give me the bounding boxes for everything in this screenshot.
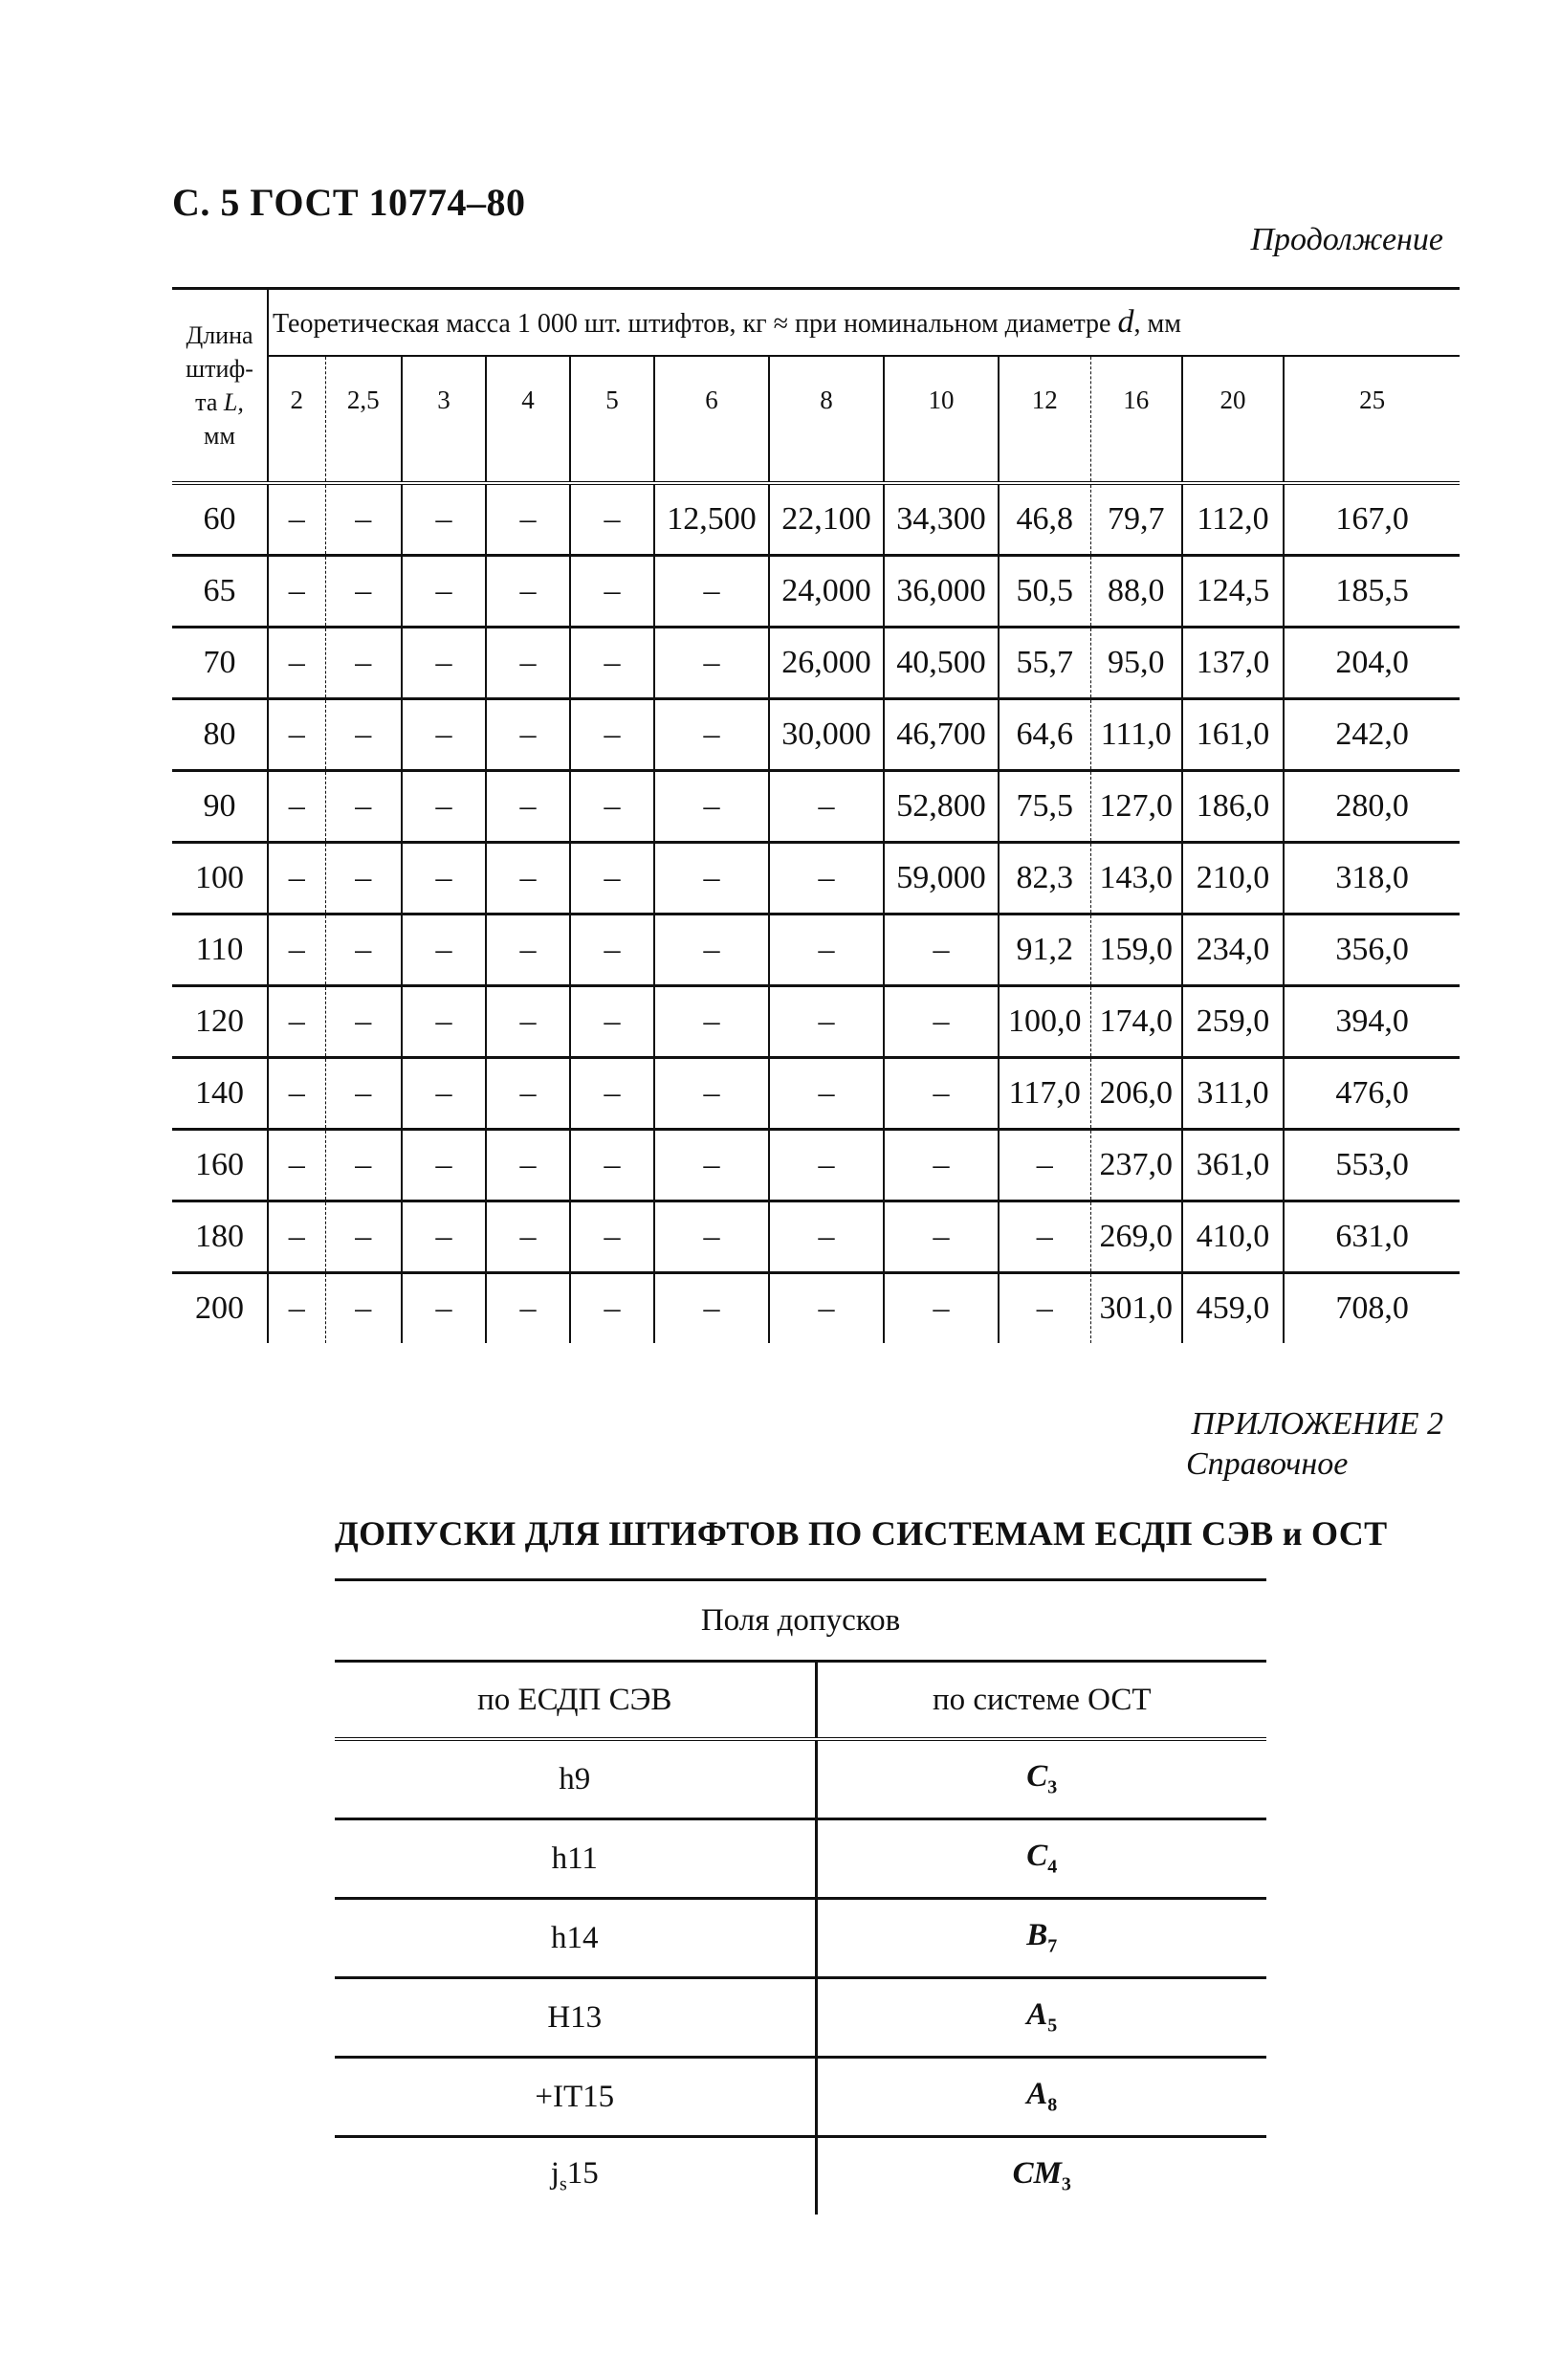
ost-code-sub: 4 — [1047, 1856, 1058, 1878]
mass-cell: 186,0 — [1182, 771, 1284, 843]
diameter-header-cell: 5 — [570, 356, 654, 483]
mass-cell: 50,5 — [999, 556, 1090, 628]
mass-cell: – — [884, 986, 999, 1058]
mass-cell: – — [769, 1058, 884, 1130]
table-row — [335, 2058, 1266, 2137]
mass-cell: 476,0 — [1284, 1058, 1460, 1130]
ost-code-sub: 5 — [1047, 2015, 1058, 2037]
mass-group-header-unit: , мм — [1133, 309, 1181, 339]
ost-code-sub: 7 — [1047, 1935, 1058, 1957]
mass-cell: – — [325, 1130, 402, 1201]
mass-cell: – — [325, 1058, 402, 1130]
mass-cell: 242,0 — [1284, 699, 1460, 771]
mass-cell: 269,0 — [1090, 1201, 1182, 1273]
mass-cell: – — [486, 986, 570, 1058]
mass-cell: – — [654, 699, 769, 771]
mass-cell: – — [486, 771, 570, 843]
mass-cell: – — [570, 628, 654, 699]
mass-cell: – — [486, 556, 570, 628]
mass-cell: – — [654, 628, 769, 699]
table-row — [172, 771, 1460, 843]
mass-group-header-text: Теоретическая масса 1 000 шт. штифтов, кг ≈ при номинальном диаметре — [273, 309, 1111, 339]
esdp-code-sub: s — [559, 2173, 567, 2195]
mass-cell: – — [654, 1130, 769, 1201]
mass-cell: 174,0 — [1090, 986, 1182, 1058]
mass-cell: – — [570, 556, 654, 628]
mass-cell: 52,800 — [884, 771, 999, 843]
mass-cell: 708,0 — [1284, 1273, 1460, 1344]
mass-cell: 112,0 — [1182, 483, 1284, 556]
table-row — [335, 1899, 1266, 1978]
mass-cell: – — [486, 1058, 570, 1130]
mass-cell: – — [402, 843, 486, 915]
mass-cell: – — [402, 699, 486, 771]
mass-cell: – — [325, 1201, 402, 1273]
mass-cell: 159,0 — [1090, 915, 1182, 986]
diameter-header-cell: 25 — [1284, 356, 1460, 483]
mass-cell: – — [486, 1201, 570, 1273]
ost-code: B — [1026, 1918, 1048, 1953]
mass-cell: – — [268, 986, 325, 1058]
mass-cell: 64,6 — [999, 699, 1090, 771]
mass-cell: – — [570, 1273, 654, 1344]
mass-cell: – — [884, 1130, 999, 1201]
mass-cell: – — [999, 1130, 1090, 1201]
tolerance-table-body — [335, 1739, 1266, 2215]
mass-cell: – — [884, 1058, 999, 1130]
table-row — [172, 1201, 1460, 1273]
diameter-header-cell: 2 — [268, 356, 325, 483]
mass-cell: 127,0 — [1090, 771, 1182, 843]
continuation-label: Продолжение — [1250, 222, 1443, 257]
esdp-code: H13 — [547, 1999, 603, 2035]
length-cell: 65 — [172, 556, 268, 628]
mass-cell: – — [654, 915, 769, 986]
mass-cell: – — [769, 986, 884, 1058]
length-cell: 140 — [172, 1058, 268, 1130]
mass-cell: 82,3 — [999, 843, 1090, 915]
mass-cell: 59,000 — [884, 843, 999, 915]
diameter-header-cell: 20 — [1182, 356, 1284, 483]
mass-cell: – — [769, 1130, 884, 1201]
table-row — [172, 1058, 1460, 1130]
mass-cell: – — [769, 1273, 884, 1344]
ost-code-sub: 3 — [1047, 1776, 1058, 1798]
mass-cell: 311,0 — [1182, 1058, 1284, 1130]
tolerance-group-header: Поля допусков — [335, 1580, 1266, 1662]
mass-cell: – — [486, 483, 570, 556]
mass-cell: 95,0 — [1090, 628, 1182, 699]
diameter-header-cell: 4 — [486, 356, 570, 483]
mass-cell: – — [769, 843, 884, 915]
mass-cell: 111,0 — [1090, 699, 1182, 771]
mass-cell: – — [402, 771, 486, 843]
mass-cell: – — [570, 1130, 654, 1201]
mass-cell: – — [325, 1273, 402, 1344]
mass-cell: 301,0 — [1090, 1273, 1182, 1344]
ost-cell — [816, 1899, 1266, 1978]
mass-cell: – — [570, 1201, 654, 1273]
mass-cell: – — [654, 986, 769, 1058]
mass-group-header-var: d — [1117, 304, 1134, 340]
mass-cell: – — [402, 1058, 486, 1130]
mass-cell: 12,500 — [654, 483, 769, 556]
mass-cell: – — [486, 915, 570, 986]
length-cell: 90 — [172, 771, 268, 843]
length-header-line: Длина — [186, 320, 253, 349]
mass-cell: 234,0 — [1182, 915, 1284, 986]
length-cell: 60 — [172, 483, 268, 556]
mass-cell: – — [654, 771, 769, 843]
mass-cell: – — [268, 483, 325, 556]
mass-cell: – — [654, 1273, 769, 1344]
mass-cell: 46,700 — [884, 699, 999, 771]
table-row — [335, 1739, 1266, 1819]
length-header-line: штиф- — [186, 354, 253, 383]
mass-cell: – — [268, 915, 325, 986]
mass-cell: 318,0 — [1284, 843, 1460, 915]
mass-cell: – — [570, 1058, 654, 1130]
mass-cell: – — [654, 843, 769, 915]
mass-cell: – — [769, 771, 884, 843]
mass-cell: – — [570, 915, 654, 986]
mass-cell: – — [268, 628, 325, 699]
table-row — [172, 1273, 1460, 1344]
mass-cell: 459,0 — [1182, 1273, 1284, 1344]
mass-cell: 161,0 — [1182, 699, 1284, 771]
mass-cell: 117,0 — [999, 1058, 1090, 1130]
table-row — [335, 2137, 1266, 2215]
ost-cell — [816, 2137, 1266, 2215]
ost-cell — [816, 1819, 1266, 1899]
diameter-header-cell: 10 — [884, 356, 999, 483]
tolerance-table — [335, 1578, 1266, 2215]
esdp-cell — [335, 1819, 816, 1899]
mass-cell: – — [325, 483, 402, 556]
mass-cell: – — [486, 843, 570, 915]
mass-cell: 631,0 — [1284, 1201, 1460, 1273]
page-header: С. 5 ГОСТ 10774–80 — [172, 181, 526, 224]
mass-cell: – — [268, 843, 325, 915]
mass-cell: – — [402, 986, 486, 1058]
esdp-cell — [335, 1899, 816, 1978]
ost-code-sub: 3 — [1061, 2173, 1071, 2195]
mass-cell: 24,000 — [769, 556, 884, 628]
length-header — [172, 289, 268, 484]
appendix-title: ПРИЛОЖЕНИЕ 2 — [1191, 1406, 1443, 1442]
table-row — [335, 1819, 1266, 1899]
mass-cell: – — [570, 843, 654, 915]
esdp-cell — [335, 2058, 816, 2137]
table-row — [172, 843, 1460, 915]
mass-cell: 553,0 — [1284, 1130, 1460, 1201]
mass-cell: – — [325, 843, 402, 915]
mass-cell: 167,0 — [1284, 483, 1460, 556]
table-row — [172, 915, 1460, 986]
mass-cell: – — [769, 1201, 884, 1273]
mass-cell: 394,0 — [1284, 986, 1460, 1058]
mass-cell: 88,0 — [1090, 556, 1182, 628]
table-row — [335, 1978, 1266, 2058]
mass-cell: 185,5 — [1284, 556, 1460, 628]
mass-cell: 40,500 — [884, 628, 999, 699]
appendix-subtitle: Справочное — [1186, 1446, 1349, 1482]
table-row — [172, 1130, 1460, 1201]
esdp-code: +IT15 — [535, 2079, 615, 2114]
mass-cell: 26,000 — [769, 628, 884, 699]
length-cell: 110 — [172, 915, 268, 986]
mass-cell: 36,000 — [884, 556, 999, 628]
mass-cell: – — [268, 699, 325, 771]
mass-cell: – — [325, 771, 402, 843]
mass-cell: 137,0 — [1182, 628, 1284, 699]
mass-cell: 204,0 — [1284, 628, 1460, 699]
length-header-var: L, — [223, 388, 244, 416]
diameter-header-cell: 2,5 — [325, 356, 402, 483]
esdp-cell — [335, 2137, 816, 2215]
diameter-header-cell: 16 — [1090, 356, 1182, 483]
table-row — [172, 628, 1460, 699]
diameter-header-cell: 12 — [999, 356, 1090, 483]
tolerance-heading: ДОПУСКИ ДЛЯ ШТИФТОВ ПО СИСТЕМАМ ЕСДП СЭВ и ОСТ — [335, 1514, 1388, 1553]
ost-code: C — [1026, 1839, 1048, 1874]
mass-cell: – — [486, 699, 570, 771]
length-cell: 80 — [172, 699, 268, 771]
mass-cell: – — [268, 1058, 325, 1130]
mass-cell: – — [402, 915, 486, 986]
esdp-code: j — [550, 2156, 560, 2192]
mass-cell: 210,0 — [1182, 843, 1284, 915]
mass-cell: – — [325, 628, 402, 699]
mass-cell: – — [402, 483, 486, 556]
ost-cell — [816, 1978, 1266, 2058]
mass-cell: – — [268, 1130, 325, 1201]
mass-cell: – — [486, 1130, 570, 1201]
mass-cell: – — [570, 483, 654, 556]
mass-cell: 356,0 — [1284, 915, 1460, 986]
length-cell: 100 — [172, 843, 268, 915]
mass-cell: 124,5 — [1182, 556, 1284, 628]
mass-cell: – — [325, 915, 402, 986]
mass-cell: – — [654, 1058, 769, 1130]
mass-cell: – — [402, 1273, 486, 1344]
mass-cell: – — [486, 1273, 570, 1344]
mass-cell: – — [402, 628, 486, 699]
mass-cell: – — [884, 915, 999, 986]
mass-cell: – — [570, 699, 654, 771]
tolerance-col-esdp: по ЕСДП СЭВ — [335, 1662, 816, 1740]
mass-cell: – — [268, 1273, 325, 1344]
esdp-code: h14 — [551, 1920, 599, 1955]
mass-cell: 34,300 — [884, 483, 999, 556]
mass-cell: – — [268, 556, 325, 628]
mass-cell: – — [268, 1201, 325, 1273]
mass-cell: – — [325, 986, 402, 1058]
mass-table — [172, 287, 1460, 1343]
ost-code-sub: 8 — [1047, 2094, 1058, 2116]
table-row — [172, 699, 1460, 771]
mass-group-header — [268, 289, 1460, 357]
ost-code: C — [1026, 1759, 1048, 1795]
mass-cell: 280,0 — [1284, 771, 1460, 843]
mass-cell: – — [570, 771, 654, 843]
mass-cell: – — [884, 1201, 999, 1273]
ost-code: A — [1026, 2077, 1048, 2112]
mass-cell: – — [325, 699, 402, 771]
table-row — [172, 556, 1460, 628]
table-row — [172, 483, 1460, 556]
mass-cell: – — [325, 556, 402, 628]
mass-cell: 22,100 — [769, 483, 884, 556]
mass-cell: – — [402, 556, 486, 628]
mass-cell: 143,0 — [1090, 843, 1182, 915]
mass-cell: – — [769, 915, 884, 986]
mass-cell: 79,7 — [1090, 483, 1182, 556]
mass-cell: 100,0 — [999, 986, 1090, 1058]
mass-cell: 410,0 — [1182, 1201, 1284, 1273]
mass-cell: – — [268, 771, 325, 843]
mass-table-body — [172, 483, 1460, 1343]
length-cell: 70 — [172, 628, 268, 699]
ost-cell — [816, 2058, 1266, 2137]
table-row — [172, 986, 1460, 1058]
esdp-cell — [335, 1978, 816, 2058]
length-cell: 120 — [172, 986, 268, 1058]
ost-code: A — [1026, 1997, 1048, 2033]
esdp-code: h9 — [559, 1761, 591, 1796]
length-cell: 160 — [172, 1130, 268, 1201]
esdp-code: h11 — [551, 1840, 598, 1876]
mass-cell: 46,8 — [999, 483, 1090, 556]
diameter-header-cell: 6 — [654, 356, 769, 483]
length-header-line: та — [195, 388, 218, 416]
mass-cell: – — [654, 1201, 769, 1273]
mass-cell: – — [884, 1273, 999, 1344]
mass-cell: – — [654, 556, 769, 628]
mass-cell: – — [999, 1201, 1090, 1273]
mass-cell: 30,000 — [769, 699, 884, 771]
esdp-cell — [335, 1739, 816, 1819]
mass-cell: 206,0 — [1090, 1058, 1182, 1130]
mass-cell: 75,5 — [999, 771, 1090, 843]
mass-cell: 237,0 — [1090, 1130, 1182, 1201]
mass-cell: – — [486, 628, 570, 699]
mass-cell: – — [999, 1273, 1090, 1344]
mass-cell: 55,7 — [999, 628, 1090, 699]
mass-cell: 361,0 — [1182, 1130, 1284, 1201]
mass-cell: 91,2 — [999, 915, 1090, 986]
tolerance-col-ost: по системе ОСТ — [816, 1662, 1266, 1740]
mass-cell: – — [570, 986, 654, 1058]
mass-cell: – — [402, 1201, 486, 1273]
diameter-header-row — [172, 356, 1460, 483]
length-header-line: мм — [204, 422, 235, 451]
esdp-code-tail: 15 — [566, 2156, 599, 2192]
mass-cell: 259,0 — [1182, 986, 1284, 1058]
ost-code: CM — [1012, 2156, 1062, 2192]
diameter-header-cell: 3 — [402, 356, 486, 483]
ost-cell — [816, 1739, 1266, 1819]
length-cell: 180 — [172, 1201, 268, 1273]
mass-cell: – — [402, 1130, 486, 1201]
length-cell: 200 — [172, 1273, 268, 1344]
diameter-header-cell: 8 — [769, 356, 884, 483]
